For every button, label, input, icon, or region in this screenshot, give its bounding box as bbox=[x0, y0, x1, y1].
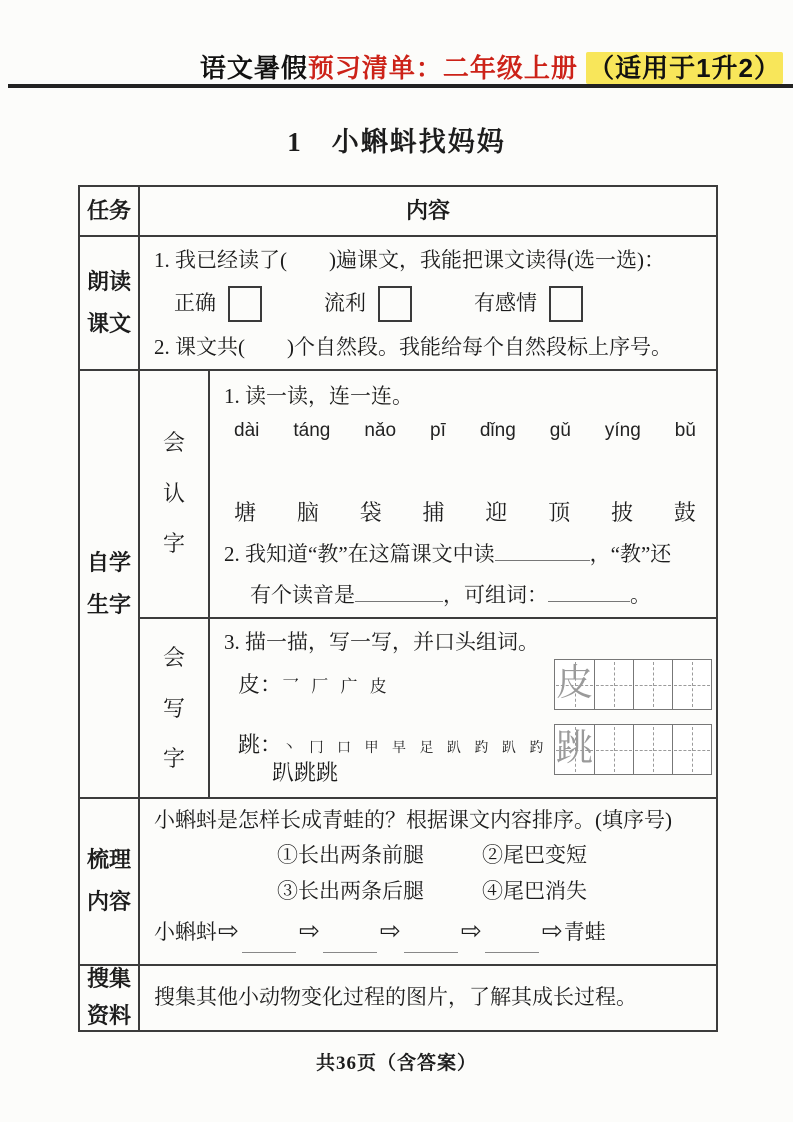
pinyin-row bbox=[234, 419, 696, 444]
pinyin-pi[interactable]: pī bbox=[430, 420, 446, 441]
page-header bbox=[200, 48, 783, 85]
organize-option-3[interactable]: ③长出两条后腿 bbox=[277, 878, 424, 903]
row-label-reading bbox=[80, 237, 140, 369]
sequence-blank-1[interactable] bbox=[242, 927, 296, 953]
organize-options-row2 bbox=[154, 878, 710, 905]
sublabel-recognize-char1: 会 bbox=[162, 430, 185, 456]
collect-content-text: 搜集其他小动物变化过程的图片，了解其成长过程。 bbox=[154, 985, 637, 1010]
recognize-item-2-line2 bbox=[224, 582, 710, 609]
tiao-stroke-line bbox=[238, 731, 549, 760]
recognize-item-2 bbox=[224, 541, 710, 610]
header-divider-rule bbox=[8, 84, 793, 88]
worksheet-table bbox=[78, 185, 718, 1032]
pinyin-bu[interactable]: bǔ bbox=[674, 420, 696, 441]
write-item-3: 3. 描一描，写一写，并口头组词。 bbox=[224, 630, 539, 654]
row-label-selfstudy bbox=[80, 371, 140, 797]
lesson-title: 1 小蝌蚪找妈妈 bbox=[287, 127, 506, 157]
recognize-content-cell bbox=[210, 371, 716, 617]
grid-cell-pi-trace[interactable] bbox=[555, 660, 594, 709]
row-label-selfstudy-line1: 自学 bbox=[86, 549, 131, 575]
sublabel-write-char3: 字 bbox=[162, 746, 185, 772]
pinyin-tang[interactable]: táng bbox=[293, 420, 331, 441]
row-reading bbox=[80, 235, 716, 369]
option-fluent-checkbox[interactable] bbox=[378, 286, 412, 322]
organize-option-4[interactable]: ④尾巴消失 bbox=[482, 878, 587, 903]
reading-options-line bbox=[154, 286, 710, 322]
recognize-item-2-line1 bbox=[224, 541, 710, 568]
recognize-item-1: 1. 读一读，连一连。 bbox=[224, 384, 413, 408]
reading-item-1: 1. 我已经读了( )遍课文，我能把课文读得(选一选)： bbox=[154, 248, 665, 272]
right-arrow-icon: ⇨ bbox=[541, 916, 563, 945]
pi-stroke-line bbox=[238, 671, 391, 700]
hanzi-nao[interactable]: 脑 bbox=[296, 500, 319, 525]
sequence-blank-2[interactable] bbox=[323, 927, 377, 953]
reading-item-2: 2. 课文共( )个自然段。我能给每个自然段标上序号。 bbox=[154, 334, 672, 359]
hanzi-gu[interactable]: 鼓 bbox=[673, 500, 696, 525]
grid-cell-empty[interactable] bbox=[672, 725, 711, 774]
hanzi-pi[interactable]: 披 bbox=[611, 500, 634, 525]
pi-strokes: 乛 厂 广 皮 bbox=[282, 677, 391, 696]
row-selfstudy bbox=[80, 369, 716, 797]
grid-cell-tiao-trace[interactable] bbox=[555, 725, 594, 774]
right-arrow-icon: ⇨ bbox=[460, 916, 482, 945]
option-correct-checkbox[interactable] bbox=[228, 286, 262, 322]
row-label-collect bbox=[80, 966, 140, 1030]
q2-blank-3[interactable] bbox=[548, 582, 630, 602]
subrow-recognize bbox=[140, 371, 716, 617]
column-header-content: 内容 bbox=[405, 197, 450, 223]
header-grade-badge: （适用于1升2） bbox=[588, 53, 781, 83]
hanzi-ding[interactable]: 顶 bbox=[548, 500, 571, 525]
q2-text-b: ，“教”还 bbox=[589, 542, 672, 566]
sequence-end-label: 青蛙 bbox=[563, 920, 606, 945]
hanzi-dai[interactable]: 袋 bbox=[359, 500, 382, 525]
grid-cell-empty[interactable] bbox=[594, 660, 633, 709]
sublabel-write-char1: 会 bbox=[162, 645, 185, 671]
sublabel-write bbox=[140, 619, 210, 799]
q2-text-d: ，可组词： bbox=[443, 583, 548, 608]
row-label-selfstudy-line2: 生字 bbox=[86, 591, 131, 617]
organize-option-1[interactable]: ①长出两条前腿 bbox=[277, 843, 424, 868]
row-label-collect-line1: 搜集 bbox=[86, 966, 131, 992]
organize-option-2[interactable]: ②尾巴变短 bbox=[482, 843, 587, 868]
reading-content-cell bbox=[140, 237, 716, 369]
pinyin-dai[interactable]: dài bbox=[234, 420, 260, 441]
grid-cell-empty[interactable] bbox=[633, 660, 672, 709]
collect-content-cell bbox=[140, 966, 716, 1030]
sequence-blank-4[interactable] bbox=[485, 927, 539, 953]
option-correct-label: 正确 bbox=[174, 291, 216, 316]
sequence-start-label: 小蝌蚪 bbox=[154, 920, 217, 945]
row-label-reading-line1: 朗读 bbox=[86, 268, 131, 294]
tiao-stroke-line-2: 趴跳跳 bbox=[272, 760, 339, 785]
hanzi-bu[interactable]: 捕 bbox=[422, 500, 445, 525]
tiao-label: 跳： bbox=[238, 732, 283, 757]
q2-text-c: 有个读音是 bbox=[250, 583, 355, 608]
header-series-label: 语文暑假 bbox=[199, 53, 308, 83]
pinyin-gu[interactable]: gǔ bbox=[549, 420, 571, 441]
subrow-write bbox=[140, 617, 716, 799]
hanzi-ying[interactable]: 迎 bbox=[485, 500, 508, 525]
grid-cell-empty[interactable] bbox=[633, 725, 672, 774]
write-content-cell bbox=[210, 619, 716, 799]
organize-options-row1 bbox=[154, 842, 710, 869]
option-correct bbox=[174, 286, 262, 322]
right-arrow-icon: ⇨ bbox=[298, 916, 320, 945]
option-emotional-checkbox[interactable] bbox=[549, 286, 583, 322]
q2-blank-2[interactable] bbox=[355, 582, 443, 602]
writing-grid-pi bbox=[554, 659, 712, 710]
column-header-task: 任务 bbox=[80, 187, 140, 235]
row-label-organize bbox=[80, 799, 140, 964]
sublabel-recognize-char3: 字 bbox=[162, 531, 185, 557]
grid-char-tiao: 跳 bbox=[556, 728, 593, 770]
right-arrow-icon: ⇨ bbox=[218, 916, 239, 945]
pinyin-ying[interactable]: yíng bbox=[604, 420, 641, 441]
hanzi-tang[interactable]: 塘 bbox=[234, 500, 257, 525]
sublabel-recognize bbox=[140, 371, 210, 617]
row-organize bbox=[80, 797, 716, 964]
q2-blank-1[interactable] bbox=[495, 541, 590, 561]
sequence-blank-3[interactable] bbox=[404, 927, 458, 953]
pi-label: 皮： bbox=[238, 672, 283, 697]
sublabel-write-char2: 写 bbox=[162, 695, 185, 721]
table-header-row bbox=[80, 187, 716, 235]
sublabel-recognize-char2: 认 bbox=[162, 480, 185, 506]
sequence-line bbox=[154, 917, 710, 950]
grid-char-pi: 皮 bbox=[556, 663, 593, 705]
grid-cell-empty[interactable] bbox=[594, 725, 633, 774]
q2-text-a: 2. 我知道“教”在这篇课文中读 bbox=[224, 542, 495, 566]
row-label-reading-line2: 课文 bbox=[86, 310, 131, 336]
organize-content-cell bbox=[140, 799, 716, 964]
option-fluent bbox=[324, 286, 412, 322]
writing-grid-tiao bbox=[554, 724, 712, 775]
option-fluent-label: 流利 bbox=[324, 291, 366, 316]
right-arrow-icon: ⇨ bbox=[379, 916, 401, 945]
header-subtitle-red: 预习清单：二年级上册 bbox=[307, 53, 578, 83]
pinyin-nao[interactable]: nǎo bbox=[364, 420, 397, 441]
pinyin-ding[interactable]: dǐng bbox=[479, 420, 516, 441]
option-emotional bbox=[474, 286, 583, 322]
row-collect bbox=[80, 964, 716, 1030]
tiao-strokes: 丶 冂 口 甲 早 足 趴 趵 趴 趵 bbox=[282, 741, 549, 756]
organize-intro: 小蝌蚪是怎样长成青蛙的？根据课文内容排序。(填序号) bbox=[154, 808, 672, 832]
q2-text-e: 。 bbox=[630, 583, 651, 608]
grid-cell-empty[interactable] bbox=[672, 660, 711, 709]
option-emotional-label: 有感情 bbox=[474, 291, 537, 316]
row-label-organize-line1: 梳理 bbox=[86, 847, 131, 873]
row-label-organize-line2: 内容 bbox=[86, 889, 131, 914]
hanzi-row bbox=[234, 499, 696, 528]
page-footer: 共36页（含答案） bbox=[315, 1053, 477, 1074]
row-label-collect-line2: 资料 bbox=[86, 1003, 131, 1028]
